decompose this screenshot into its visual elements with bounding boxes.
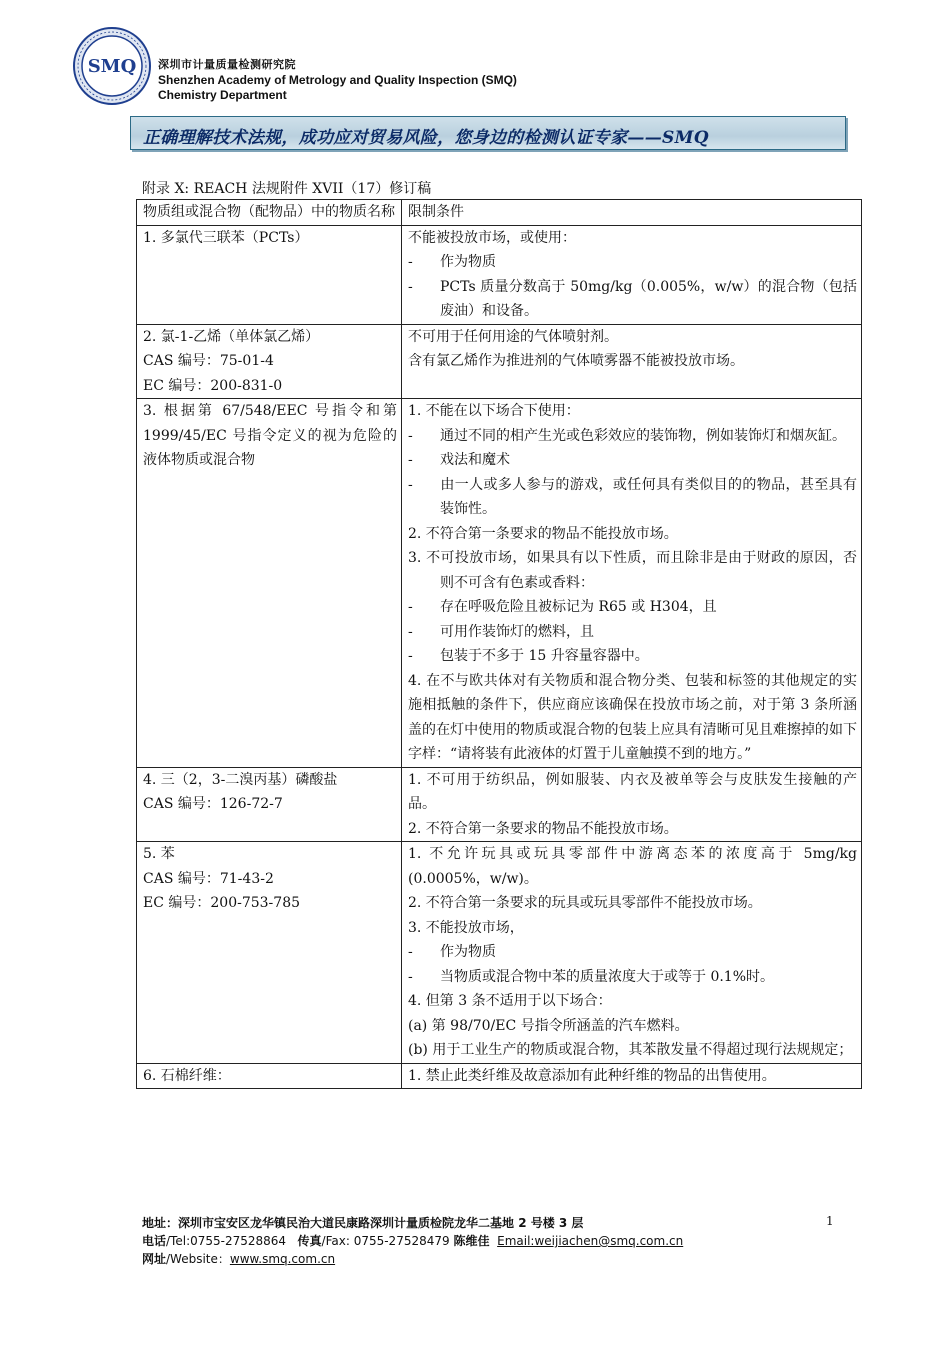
cas-number: CAS 编号：126-72-7 (143, 796, 283, 812)
dash-item: - 作为物质 (408, 254, 496, 270)
dash-item: - 由一人或多人参与的游戏，或任何具有类似目的的物品，甚至具有装饰性。 (408, 476, 857, 517)
substance-cell (137, 842, 402, 1064)
org-name-en: Shenzhen Academy of Metrology and Quality Inspection (SMQ) (158, 73, 517, 87)
cas-number: CAS 编号：71-43-2 (143, 870, 274, 887)
phone-label: 电话 (142, 1234, 167, 1248)
table-row (137, 767, 862, 842)
header-conditions: 限制条件 (402, 200, 862, 226)
dash-item: - 戏法和魔术 (408, 452, 510, 468)
condition-text: 4. 在不与欧共体对有关物质和混合物分类、包装和标签的其他规定的实施相抵触的条件下，供应商应该确保在投放市场之前，对于第 3 条所涵盖的在灯中使用的物质或混合物的包装上应具有清晰可见且难擦掉的如下字样：“请将装有此液体的灯置于儿童触摸不到的地方。” (408, 672, 857, 762)
cas-number: CAS 编号：75-01-4 (143, 353, 274, 369)
substance-cell (137, 1063, 402, 1089)
substance-cell (137, 767, 402, 842)
department: Chemistry Department (158, 88, 287, 102)
email-link[interactable]: Email:weijiachen@smq.com.cn (497, 1234, 684, 1248)
dash-text: 通过不同的相产生光或色彩效应的装饰物，例如装饰灯和烟灰缸。 (440, 427, 846, 444)
condition-text: 4. 但第 3 条不适用于以下场合： (408, 993, 612, 1009)
condition-text: 1. 不允许玩具或玩具零部件中游离态苯的浓度高于 5mg/kg (0.0005%，w/w)。 (408, 846, 857, 887)
table-caption: 附录 X: REACH 法规附件 XVII（17）修订稿 (142, 181, 432, 197)
condition-text: 1. 禁止此类纤维及故意添加有此种纤维的物品的出售使用。 (408, 1067, 776, 1084)
condition-text (408, 546, 857, 595)
website-link[interactable]: www.smq.com.cn (229, 1252, 336, 1266)
phone-number: /Tel:0755-27528864 (166, 1234, 287, 1248)
dash-item: - 作为物质 (408, 944, 496, 960)
org-name-cn: 深圳市计量质量检测研究院 (158, 59, 296, 71)
conditions-cell (402, 399, 862, 768)
dash-text: 作为物质 (440, 944, 496, 960)
condition-text: 2. 不符合第一条要求的物品不能投放市场。 (408, 820, 678, 837)
page-footer (142, 1214, 683, 1268)
condition-text: 1. 不能在以下场合下使用： (408, 403, 580, 419)
dash-text: 戏法和魔术 (440, 452, 510, 468)
substance-cell (137, 399, 402, 768)
conditions-cell (402, 767, 862, 842)
dash-item: - 包装于不多于 15 升容量容器中。 (408, 648, 649, 664)
header-substance: 物质组或混合物（配物品）中的物质名称 (137, 200, 402, 226)
substance-name: 2. 氯-1-乙烯（单体氯乙烯） (143, 328, 320, 345)
condition-text: 2. 不符合第一条要求的物品不能投放市场。 (408, 525, 678, 542)
substance-name: 1. 多氯代三联苯（PCTs） (143, 229, 309, 246)
substance-cell (137, 225, 402, 324)
ec-number: EC 编号：200-753-785 (143, 895, 301, 911)
substance-name: 5. 苯 (143, 846, 175, 862)
dash-text: PCTs 质量分数高于 50mg/kg（0.005%，w/w）的混合物（包括废油）和设备。 (440, 278, 857, 319)
dash-item: - 可用作装饰灯的燃料，且 (408, 623, 594, 640)
condition-text: (a) 第 98/70/EC 号指令所涵盖的汽车燃料。 (408, 1017, 689, 1034)
fax-number: /Fax: 0755-27528479 (321, 1234, 450, 1248)
table-row (137, 842, 862, 1064)
fax-label: 传真 (297, 1234, 322, 1248)
logo-text: SMQ (87, 56, 137, 77)
substance-name: 4. 三（2，3-二溴丙基）磷酸盐 (143, 771, 338, 788)
condition-text: 不能被投放市场，或使用： (408, 229, 576, 246)
footer-website (142, 1250, 683, 1268)
table-row (137, 399, 862, 768)
dash-text: 作为物质 (440, 254, 496, 270)
substance-name: 6. 石棉纤维： (143, 1067, 231, 1084)
substance-cell (137, 324, 402, 399)
address-text: 深圳市宝安区龙华镇民治大道民康路深圳计量质检院龙华二基地 2 号楼 3 层 (178, 1216, 584, 1230)
condition-text: 3. 不能投放市场， (408, 919, 524, 936)
dash-item: - 当物质或混合物中苯的质量浓度大于或等于 0.1%时。 (408, 968, 775, 985)
footer-address (142, 1214, 683, 1232)
table-header-row (137, 200, 862, 226)
table-row (137, 324, 862, 399)
dash-item: - 通过不同的相产生光或色彩效应的装饰物，例如装饰灯和烟灰缸。 (408, 427, 846, 444)
conditions-cell (402, 225, 862, 324)
dash-item: - PCTs 质量分数高于 50mg/kg（0.005%，w/w）的混合物（包括废油）和设备。 (408, 278, 857, 319)
dash-text: 当物质或混合物中苯的质量浓度大于或等于 0.1%时。 (440, 968, 775, 985)
smq-logo (72, 26, 152, 106)
slogan-banner (130, 116, 846, 150)
footer-contact (142, 1232, 683, 1250)
table-row (137, 225, 862, 324)
dash-text: 由一人或多人参与的游戏，或任何具有类似目的的物品，甚至具有装饰性。 (440, 476, 857, 517)
condition-text: 含有氯乙烯作为推进剂的气体喷雾器不能被投放市场。 (408, 353, 744, 369)
dash-text: 包装于不多于 15 升容量容器中。 (440, 648, 649, 664)
dash-item: - 存在呼吸危险且被标记为 R65 或 H304，且 (408, 599, 717, 615)
condition-text: (b) 用于工业生产的物质或混合物，其苯散发量不得超过现行法规规定； (408, 1042, 853, 1058)
conditions-cell (402, 842, 862, 1064)
condition-text: 1. 不可用于纺织品，例如服装、内衣及被单等会与皮肤发生接触的产品。 (408, 771, 857, 812)
dash-text: 存在呼吸危险且被标记为 R65 或 H304，且 (440, 599, 717, 615)
condition-text: 不可用于任何用途的气体喷射剂。 (408, 328, 618, 345)
ec-number: EC 编号：200-831-0 (143, 377, 283, 394)
dash-text: 可用作装饰灯的燃料，且 (440, 623, 594, 640)
slogan-text: 正确理解技术法规，成功应对贸易风险，您身边的检测认证专家——SMQ (143, 128, 709, 148)
org-block (158, 58, 517, 103)
page-number: 1 (826, 1214, 834, 1228)
conditions-cell (402, 324, 862, 399)
contact-name: 陈维佳 (453, 1234, 490, 1248)
table-row (137, 1063, 862, 1089)
conditions-cell (402, 1063, 862, 1089)
web-suffix: /Website： (166, 1252, 230, 1266)
reach-annex-table (136, 199, 862, 1089)
condition-text: 2. 不符合第一条要求的玩具或玩具零部件不能投放市场。 (408, 895, 762, 911)
numbered-text: 3. 不可投放市场，如果具有以下性质，而且除非是由于财政的原因，否则不可含有色素或香料： (408, 550, 857, 591)
substance-name: 3. 根据第 67/548/EEC 号指令和第 1999/45/EC 号指令定义的视为危险的液体物质或混合物 (143, 403, 397, 468)
web-label: 网址 (142, 1252, 167, 1266)
address-label: 地址： (142, 1216, 179, 1230)
